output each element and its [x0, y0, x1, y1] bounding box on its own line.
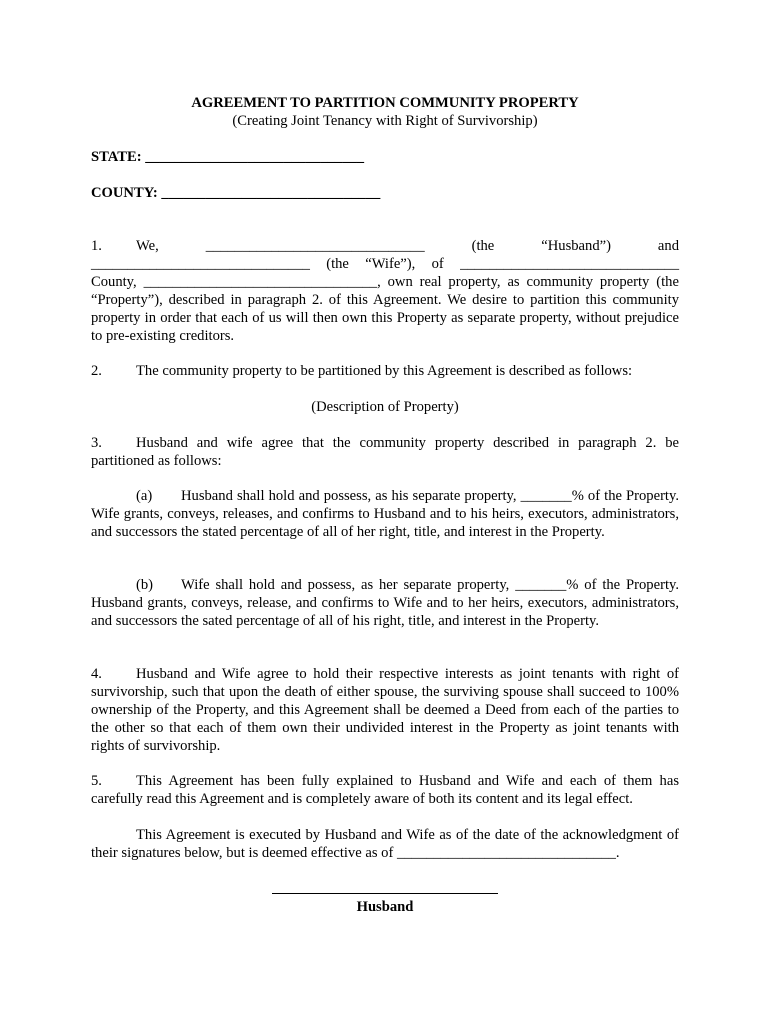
- paragraph-3a-text: Husband shall hold and possess, as his separate property, _______% of the Property. Wife grants, conveys, releases, and confirms to Husband and to his heirs, executors, administrators, and successors the stated percentage of all of her right, title, and interest in the Property.: [91, 488, 679, 540]
- paragraph-2: [91, 362, 679, 380]
- paragraph-3b-text: Wife shall hold and possess, as her separate property, _______% of the Property. Husband grants, conveys, release, and confirms to Wife and to her heirs, executors, administrators, and successors the sated percentage of all of his right, title, and interest in the Property.: [91, 577, 679, 629]
- husband-signature-label: Husband: [356, 899, 414, 915]
- execution-text: This Agreement is executed by Husband and Wife as of the date of the acknowledgment of their signatures below, but is deemed effective as of ______________________________.: [91, 827, 679, 861]
- paragraph-1-body: “Property”), described in paragraph 2. of this Agreement. We desire to partition this community property in order that each of us will then own this Property as separate property, without prejudice to pre-existing creditors.: [91, 292, 679, 344]
- paragraph-1-line-1: 1. We, ______________________________ (the “Husband”) and: [91, 238, 679, 254]
- paragraph-3b: [91, 576, 679, 630]
- county-field: COUNTY: ______________________________: [91, 185, 381, 201]
- property-description: (Description of Property): [311, 399, 459, 415]
- state-field: STATE: ______________________________: [91, 149, 365, 165]
- paragraph-2-text: The community property to be partitioned by this Agreement is described as follows:: [136, 363, 633, 379]
- paragraph-3-text: Husband and wife agree that the community property described in paragraph 2. be partitioned as follows:: [91, 435, 679, 469]
- paragraph-1-line-3: County, ________________________________, own real property, as community property (the: [91, 274, 679, 290]
- paragraph-1-line-2: ______________________________ (the “Wife”), of ______________________________: [91, 256, 679, 272]
- subparagraph-label: (a): [136, 488, 153, 504]
- paragraph-3: [91, 434, 679, 470]
- paragraph-number: 1.: [91, 238, 102, 254]
- paragraph-5: [91, 772, 679, 808]
- paragraph-number: 4.: [91, 666, 102, 682]
- execution-clause: [91, 826, 679, 862]
- paragraph-4: [91, 665, 679, 755]
- husband-signature-line: [272, 893, 498, 894]
- subparagraph-label: (b): [136, 577, 154, 593]
- paragraph-number: 3.: [91, 435, 102, 451]
- document-subtitle: (Creating Joint Tenancy with Right of Survivorship): [232, 113, 538, 129]
- document-title: AGREEMENT TO PARTITION COMMUNITY PROPERTY: [191, 95, 579, 111]
- paragraph-3a: [91, 487, 679, 541]
- paragraph-number: 2.: [91, 363, 102, 379]
- paragraph-5-text: This Agreement has been fully explained to Husband and Wife and each of them has carefully read this Agreement and is completely aware of both its content and its legal effect.: [91, 773, 679, 807]
- paragraph-1: [91, 237, 679, 345]
- paragraph-4-text: Husband and Wife agree to hold their respective interests as joint tenants with right of survivorship, such that upon the death of either spouse, the surviving spouse shall succeed to 100% ownership of the Property, and this Agreement shall be deemed a Deed from each of the parties to the other so that each of them own their undivided interest in the Property as joint tenants with rights of survivorship.: [91, 666, 679, 754]
- paragraph-number: 5.: [91, 773, 102, 789]
